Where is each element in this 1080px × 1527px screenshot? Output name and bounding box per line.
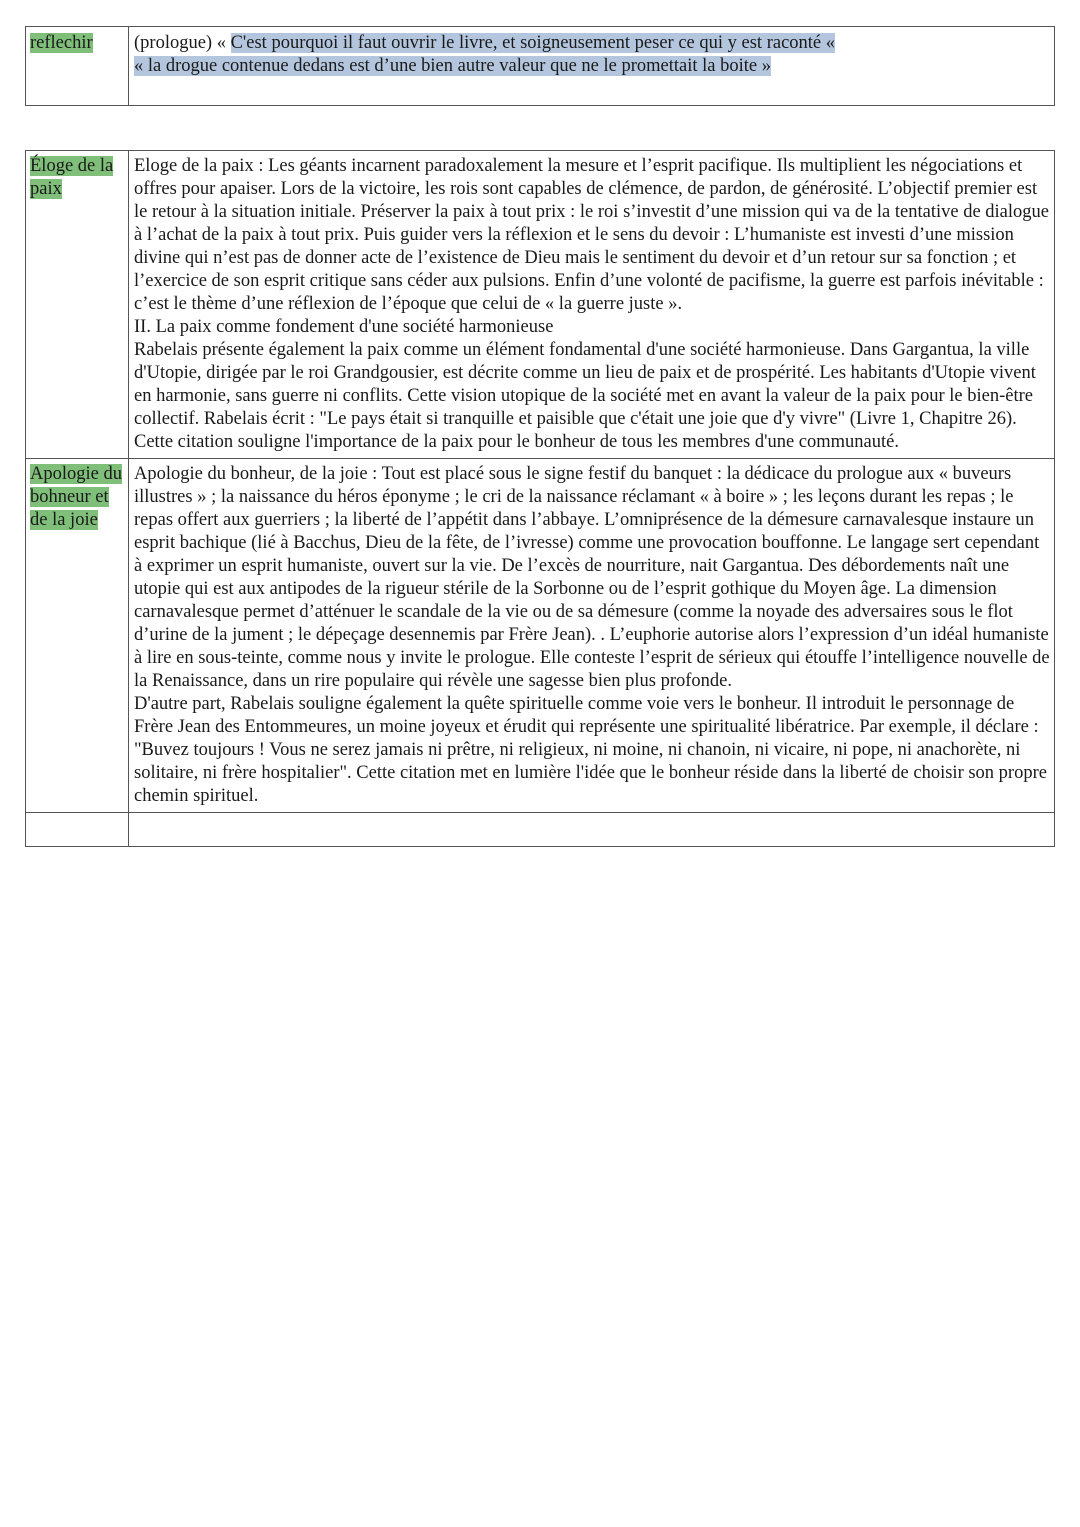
highlighted-quote-line1: C'est pourquoi il faut ouvrir le livre, et soigneusement peser ce qui y est raconté « <box>230 33 836 53</box>
row-label: reflechir <box>30 33 93 53</box>
highlighted-quote-line2: « la drogue contenue dedans est d’une bien autre valeur que ne le promettait la boite » <box>134 56 771 76</box>
table-row <box>26 459 1055 813</box>
paragraph: Rabelais présente également la paix comme un élément fondamental d'une société harmonieuse. Dans Gargantua, la ville d'Utopie, dirigée par le roi Grandgousier, est décrite comme un lieu de paix et de prospérité. Les habitants d'Utopie vivent en harmonie, sans guerre ni conflits. Cette vision utopique de la société met en avant la valeur de la paix pour le bien-être collectif. Rabelais écrit : "Le pays était si tranquille et paisible que c'était une joie que d'y vivre" (Livre 1, Chapitre 26). Cette citation souligne l'importance de la paix pour le bonheur de tous les membres d'une communauté. <box>134 340 1036 452</box>
row-label: Éloge de la paix <box>30 156 114 199</box>
content-cell <box>129 27 1055 106</box>
label-cell <box>26 459 129 813</box>
paragraph: Eloge de la paix : Les géants incarnent paradoxalement la mesure et l’esprit pacifique. Ils multiplient les négociations et offres pour apaiser. Lors de la victoire, les rois sont capables de clémence, de pardon, de générosité. L’objectif premier est le retour à la situation initiale. Préserver la paix à tout prix : le roi s’investit d’une mission qui va de la tentative de dialogue à l’achat de la paix à tout prix. Puis guider vers la réflexion et le sens du devoir : L’humaniste est investi d’une mission divine qui n’est pas de donner acte de l’existence de Dieu mais le sentiment du devoir et d’un retour sur sa fonction ; et l’exercice de son esprit critique sans céder aux pulsions. Enfin d’une volonté de pacifisme, la guerre est parfois inévitable : c’est le thème d’une réflexion de l’époque que celui de « la guerre juste ». <box>134 156 1049 314</box>
content-cell <box>129 459 1055 813</box>
table-row-empty <box>26 813 1055 847</box>
themes-table <box>25 150 1055 847</box>
reflechir-table <box>25 26 1055 106</box>
row-label: Apologie du bohneur et de la joie <box>30 464 122 530</box>
label-cell <box>26 151 129 459</box>
paragraph: Apologie du bonheur, de la joie : Tout est placé sous le signe festif du banquet : la dédicace du prologue aux « buveurs illustres » ; la naissance du héros éponyme ; le cri de la naissance réclamant « à boire » ; les leçons durant les repas ; le repas offert aux guerriers ; la liberté de l’appétit dans l’abbaye. L’omniprésence de la démesure carnavalesque instaure un esprit bachique (lié à Bacchus, Dieu de la fête, de l’ivresse) comme une provocation bouffonne. Le langage sert cependant à exprimer un esprit humaniste, ouvert sur la vie. De l’excès de nourriture, nait Gargantua. Des débordements naît une utopie qui est aux antipodes de la rigueur stérile de la Sorbonne ou de l’esprit gothique du Moyen âge. La dimension carnavalesque permet d’atténuer le scandale de la vie ou de sa démesure (comme la noyade des adversaires sous le flot d’urine de la jument ; le dépeçage desennemis par Frère Jean). . L’euphorie autorise alors l’expression d’un idéal humaniste à lire en sous-teinte, comme nous y invite le prologue. Elle conteste l’esprit de sérieux qui étouffe l’intelligence nouvelle de la Renaissance, dans un rire populaire qui révèle une sagesse bien plus profonde. <box>134 464 1050 691</box>
label-cell <box>26 813 129 847</box>
table-row <box>26 151 1055 459</box>
section-heading: II. La paix comme fondement d'une société harmonieuse <box>134 317 554 337</box>
content-cell <box>129 813 1055 847</box>
table-row <box>26 27 1055 106</box>
paragraph: D'autre part, Rabelais souligne également la quête spirituelle comme voie vers le bonheur. Il introduit le personnage de Frère Jean des Entommeures, un moine joyeux et érudit qui représente une spiritualité libératrice. Par exemple, il déclare : "Buvez toujours ! Vous ne serez jamais ni prêtre, ni religieux, ni moine, ni chanoin, ni vicaire, ni pope, ni anachorète, ni solitaire, ni frère hospitalier". Cette citation met en lumière l'idée que le bonheur réside dans la liberté de choisir son propre chemin spirituel. <box>134 694 1047 806</box>
prologue-prefix: (prologue) « <box>134 33 231 53</box>
content-cell <box>129 151 1055 459</box>
label-cell <box>26 27 129 106</box>
